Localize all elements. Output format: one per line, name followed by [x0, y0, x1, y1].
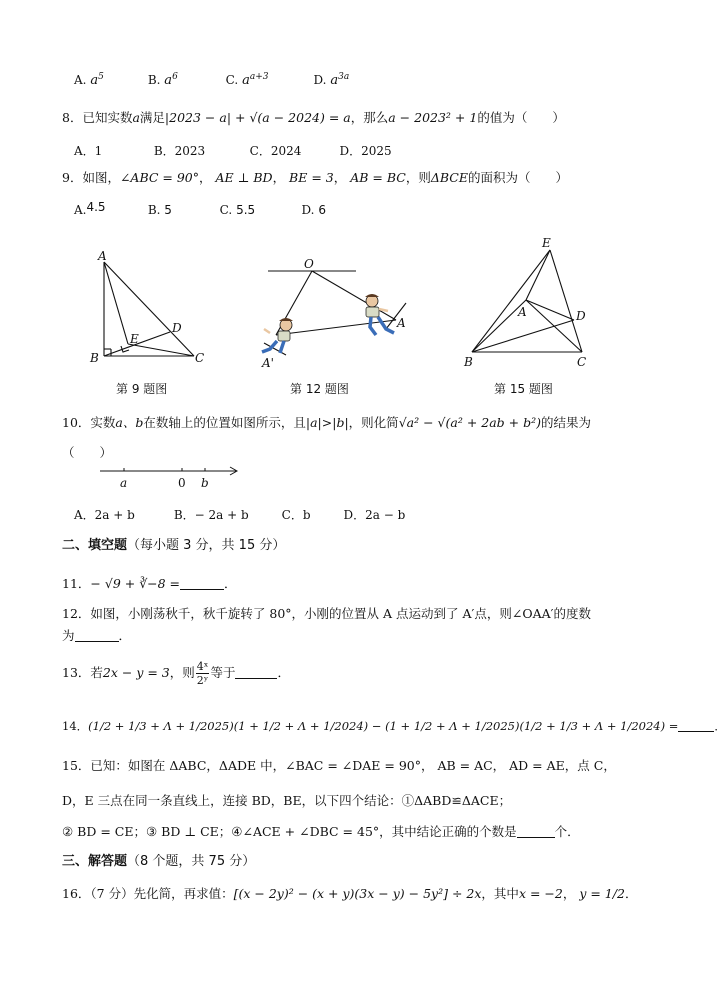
q13: 13．若2x − y = 3，则 $\frac{\text{4ˣ}}{\text{2ʸ}}$ 等于 ． [62, 660, 290, 687]
fig12-label-o: O [304, 257, 314, 271]
fig9-label-e: E [130, 332, 139, 346]
axis-label-a: a [120, 476, 128, 490]
q7-option-b[interactable]: B. $a^6$ [147, 72, 178, 88]
q9-option-c[interactable]: C. 5.5 [219, 203, 256, 217]
fig12-label-a: A [397, 316, 406, 330]
q10-option-b[interactable]: B．− 2a + b [173, 508, 249, 522]
section-2-heading: 二、填空题（每小题 3 分，共 15 分） [62, 538, 286, 553]
q8-option-d[interactable]: D．2025 [339, 144, 392, 158]
q15-line-3: ② BD = CE；③ BD ⊥ CE；④∠ACE + ∠DBC = 45°，其中结论正确的个数是 个． [62, 824, 580, 839]
q7-option-c[interactable]: C. $a^{a+3}$ [225, 72, 269, 88]
fig15-label-b: B [464, 355, 473, 369]
q10-paren: （ ） [62, 445, 113, 460]
boy-left-icon [262, 318, 293, 353]
q11-answer-blank[interactable] [180, 577, 224, 590]
fig15-label-a: A [518, 305, 527, 319]
q8-option-a[interactable]: A．1 [74, 144, 103, 158]
fig9-label-d: D [172, 321, 182, 335]
q14-answer-blank[interactable] [678, 719, 714, 732]
fig15-label-d: D [576, 309, 586, 323]
fig9-label-a: A [98, 249, 107, 263]
q9-stem: 9．如图，∠ABC = 90°， AE ⊥ BD， BE = 3， AB = BC，则ΔBCE的面积为（ ） [62, 170, 569, 185]
q12-line-2: 为 ． [62, 628, 132, 643]
figure-15 [458, 234, 598, 374]
fig9-label-c: C [195, 351, 205, 365]
q16: 16．（7 分）先化简，再求值：[(x − 2y)² − (x + y)(3x − y) − 5y²] ÷ 2x，其中x = −2， y = 1/2． [62, 886, 638, 901]
q8-option-b[interactable]: B．2023 [153, 144, 206, 158]
fig9-caption: 第 9 题图 [116, 382, 168, 396]
q7-option-d[interactable]: D. $a^{3a}$ [313, 72, 350, 88]
fig12-label-a-prime: A' [262, 356, 274, 370]
fig15-label-c: C [577, 355, 587, 369]
q8-stem: 8．已知实数a满足|2023 − a| + √(a − 2024) = a，那么a − 2023² + 1的值为（ ） [62, 110, 565, 125]
q10-option-c[interactable]: C．b [281, 508, 311, 522]
q12-answer-blank[interactable] [75, 629, 119, 642]
q9-options [74, 200, 326, 217]
boy-right-icon [365, 294, 394, 335]
figure-12 [246, 255, 411, 373]
axis-label-b: b [201, 476, 209, 490]
number-line [96, 462, 246, 490]
q13-answer-blank[interactable] [235, 666, 277, 679]
q9-option-d[interactable]: D. 6 [301, 203, 326, 217]
axis-label-zero: 0 [178, 476, 186, 490]
fig9-label-b: B [90, 351, 99, 365]
q10-options [74, 506, 405, 523]
q8-option-c[interactable]: C．2024 [249, 144, 302, 158]
fig15-label-e: E [542, 236, 551, 250]
q14: 14．(1/2 + 1/3 + Λ + 1/2025)(1 + 1/2 + Λ + 1/2024) − (1 + 1/2 + Λ + 1/2025)(1/2 + 1/3 + Λ + 1/2024) = ． [62, 719, 726, 733]
q12-line-1: 12．如图，小刚荡秋千，秋千旋转了 80°，小刚的位置从 A 点运动到了 A′点，则∠OAA′的度数 [62, 606, 591, 621]
q15-line-1: 15．已知：如图在 ΔABC，ΔADE 中，∠BAC = ∠DAE = 90°， AB = AC， AD = AE，点 C， [62, 758, 616, 773]
section-3-heading: 三、解答题（8 个题，共 75 分） [62, 854, 256, 869]
q9-option-b[interactable]: B. 5 [147, 203, 172, 217]
figure-9 [84, 248, 214, 370]
q10-stem: 10．实数a、b在数轴上的位置如图所示，且|a|>|b|，则化简√a² − √(a² + 2ab + b²)的结果为 [62, 415, 591, 430]
fig12-caption: 第 12 题图 [290, 382, 349, 396]
q9-option-a[interactable]: A.4.5 [74, 200, 106, 217]
q10-option-a[interactable]: A．2a + b [74, 508, 135, 522]
q10-option-d[interactable]: D．2a − b [343, 508, 406, 522]
q11: 11．− √9 + ∛−8 = ． [62, 576, 237, 591]
q15-line-2: D，E 三点在同一条直线上，连接 BD，BE，以下四个结论：①ΔABD≌ΔACE； [62, 793, 512, 808]
q8-options [74, 142, 392, 159]
q15-answer-blank[interactable] [517, 825, 555, 838]
q7-options [74, 72, 349, 88]
fig15-caption: 第 15 题图 [494, 382, 553, 396]
q7-option-a[interactable]: A. $a^5$ [74, 72, 104, 88]
